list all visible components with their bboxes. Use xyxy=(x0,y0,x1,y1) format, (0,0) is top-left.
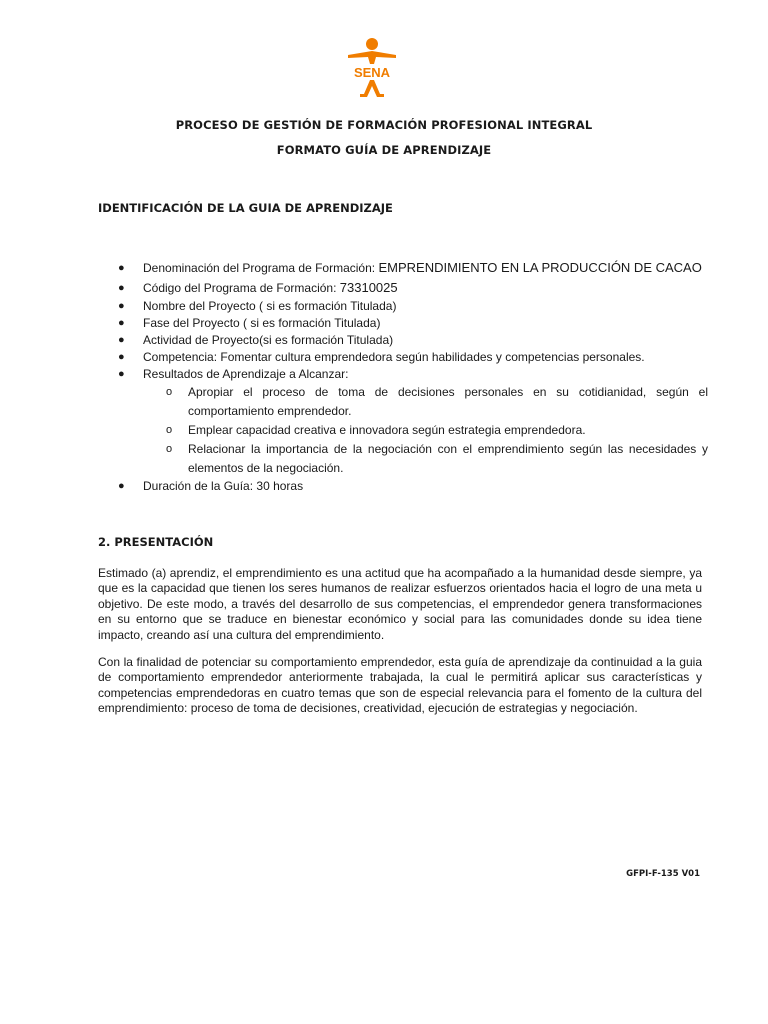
learning-result-item xyxy=(98,421,708,440)
project-name-text: Nombre del Proyecto ( si es formación Titulada) xyxy=(143,299,397,313)
duration-text: Duración de la Guía: 30 horas xyxy=(143,479,304,493)
program-code-value: 73310025 xyxy=(339,280,398,295)
identification-list xyxy=(98,258,708,495)
list-item-project-phase xyxy=(98,315,708,332)
sub-bullet-icon: o xyxy=(166,443,173,455)
process-title: PROCESO DE GESTIÓN DE FORMACIÓN PROFESIONAL INTEGRAL xyxy=(175,118,593,132)
list-item-project-activity xyxy=(98,332,708,349)
list-item-program-code xyxy=(98,278,708,298)
sub-bullet-icon: o xyxy=(166,424,173,436)
learning-result-text: Apropiar el proceso de toma de decisiones personales en su cotidianidad, según el comportamiento emprendedor. xyxy=(188,385,708,418)
learning-result-item xyxy=(98,383,708,421)
section-identification-title: IDENTIFICACIÓN DE LA GUIA DE APRENDIZAJE xyxy=(98,201,393,215)
bullet-icon: ● xyxy=(118,368,125,380)
bullet-icon: ● xyxy=(118,334,125,346)
learning-result-text: Relacionar la importancia de la negociación con el emprendimiento según las necesidades y elementos de la negociación. xyxy=(188,442,708,475)
sena-logo-head xyxy=(366,38,378,50)
presentation-paragraph-1: Estimado (a) aprendiz, el emprendimiento es una actitud que ha acompañado a la humanidad desde siempre, ya que es la capacidad que tienen los seres humanos de realizar esfuerzos orientados hacia el logro de una meta u objetivo. De este modo, a través del desarrollo de sus competencias, el emprendedor genera transformaciones en su entorno que se traduce en bienestar económico y social para las comunidades donde su idea tiene impacto, creando así una cultura del emprendimiento. xyxy=(98,566,702,642)
section-presentation-title: 2. PRESENTACIÓN xyxy=(98,535,214,549)
program-code-label: Código del Programa de Formación: xyxy=(143,281,337,295)
bullet-icon: ● xyxy=(118,480,125,492)
project-activity-text: Actividad de Proyecto(si es formación Titulada) xyxy=(143,333,394,347)
sena-logo-legs xyxy=(360,80,384,97)
sub-bullet-icon: o xyxy=(166,386,173,398)
presentation-paragraph-2: Con la finalidad de potenciar su comportamiento emprendedor, esta guía de aprendizaje da continuidad a la guia de comportamiento emprendedor anteriormente trabajada, la cual le permitirá aplicar sus características y competencias emprendedoras en cuatro temas que son de especial relevancia para el fomento de la cultura del emprendimiento: proceso de toma de decisiones, creatividad, ejecución de estrategias y negociación. xyxy=(98,655,702,716)
learning-results-label: Resultados de Aprendizaje a Alcanzar: xyxy=(143,367,349,381)
bullet-icon: ● xyxy=(118,317,125,329)
list-item-program-name xyxy=(98,258,708,278)
program-name-value: EMPRENDIMIENTO EN LA PRODUCCIÓN DE CACAO xyxy=(378,260,702,275)
list-item-project-name xyxy=(98,298,708,315)
bullet-icon: ● xyxy=(118,351,125,363)
project-phase-text: Fase del Proyecto ( si es formación Titulada) xyxy=(143,316,381,330)
sena-logo-figure xyxy=(348,51,396,64)
learning-result-text: Emplear capacidad creativa e innovadora según estrategia emprendedora. xyxy=(188,423,586,437)
bullet-icon: ● xyxy=(118,300,125,312)
competency-text: Competencia: Fomentar cultura emprendedora según habilidades y competencias personales. xyxy=(143,350,645,364)
document-code: GFPI-F-135 V01 xyxy=(626,869,700,879)
learning-result-item xyxy=(98,440,708,478)
bullet-icon: ● xyxy=(118,262,125,274)
list-item-learning-results xyxy=(98,366,708,383)
bullet-icon: ● xyxy=(118,282,125,294)
format-title: FORMATO GUÍA DE APRENDIZAJE xyxy=(276,143,492,157)
program-name-label: Denominación del Programa de Formación: xyxy=(143,261,376,275)
list-item-duration xyxy=(98,478,708,495)
sena-logo-text: SENA xyxy=(353,65,391,80)
list-item-competency xyxy=(98,349,708,366)
sena-logo xyxy=(340,36,404,98)
